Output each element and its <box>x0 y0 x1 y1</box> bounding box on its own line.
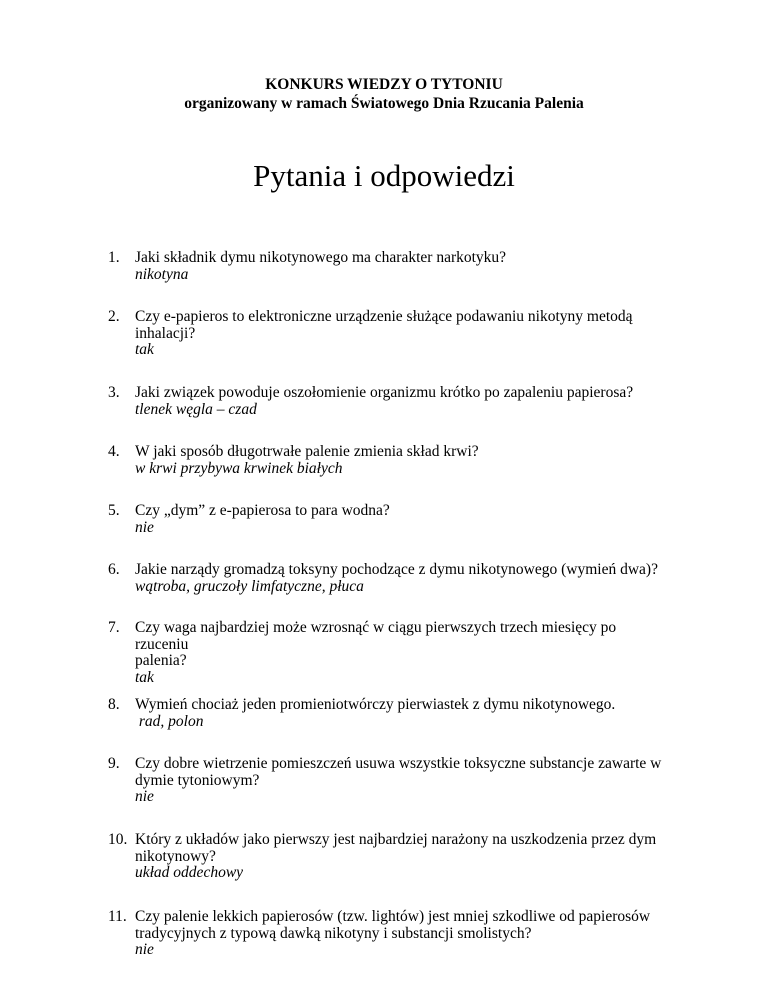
answer-text: nie <box>135 518 154 536</box>
question-item <box>108 444 668 477</box>
page-title: Pytania i odpowiedzi <box>253 158 515 193</box>
question-item <box>108 562 668 595</box>
question-item <box>108 309 668 359</box>
question-text: Jaki związek powoduje oszołomienie organizmu krótko po zapaleniu papierosa? <box>135 384 634 401</box>
question-text: Wymień chociaż jeden promieniotwórczy pierwiastek z dymu nikotynowego. <box>135 696 616 713</box>
question-item <box>108 385 668 418</box>
question-text: Który z układów jako pierwszy jest najbardziej narażony na uszkodzenia przez dym nikotynowy? <box>135 831 657 865</box>
answer-text: rad, polon <box>135 712 204 730</box>
question-item <box>108 503 668 536</box>
question-text: Czy dobre wietrzenie pomieszczeń usuwa wszystkie toksyczne substancje zawarte w dymie tytoniowym? <box>135 755 662 789</box>
question-number: 5. <box>108 502 120 519</box>
question-item <box>108 697 668 730</box>
contest-subtitle: organizowany w ramach Światowego Dnia Rzucania Palenia <box>184 95 584 112</box>
question-number: 2. <box>108 308 120 325</box>
question-number: 9. <box>108 755 120 772</box>
contest-title: KONKURS WIEDZY O TYTONIU <box>265 76 503 93</box>
question-number: 10. <box>108 831 128 848</box>
answer-text: tak <box>135 341 154 358</box>
question-item <box>108 250 668 283</box>
answer-text: nikotyna <box>135 265 189 283</box>
question-number: 3. <box>108 384 120 401</box>
answer-text: nie <box>135 941 154 958</box>
question-item <box>108 909 668 959</box>
answer-text: wątroba, gruczoły limfatyczne, płuca <box>135 577 364 595</box>
question-text: Czy e-papieros to elektroniczne urządzenie służące podawaniu nikotyny metodą inhalacji? <box>135 308 633 342</box>
question-number: 7. <box>108 619 120 636</box>
document-header <box>0 75 768 113</box>
question-text: Jakie narządy gromadzą toksyny pochodzące z dymu nikotynowego (wymień dwa)? <box>135 561 658 578</box>
answer-text: w krwi przybywa krwinek białych <box>135 459 343 477</box>
question-item <box>108 756 668 806</box>
question-text: Czy palenie lekkich papierosów (tzw. lightów) jest mniej szkodliwe od papierosów tradycyjnych z typową dawką nikotyny i substancji smolistych? <box>135 908 651 942</box>
question-text: Jaki składnik dymu nikotynowego ma charakter narkotyku? <box>135 249 507 266</box>
question-text: Czy waga najbardziej może wzrosnąć w ciągu pierwszych trzech miesięcy po rzuceniu palenia? <box>135 619 617 669</box>
answer-text: nie <box>135 788 154 805</box>
question-text: W jaki sposób długotrwałe palenie zmienia skład krwi? <box>135 443 479 460</box>
question-number: 8. <box>108 696 120 713</box>
question-number: 1. <box>108 249 120 266</box>
question-number: 6. <box>108 561 120 578</box>
question-item <box>108 832 668 882</box>
question-number: 11. <box>108 908 127 925</box>
question-text: Czy „dym” z e-papierosa to para wodna? <box>135 502 390 519</box>
answer-text: układ oddechowy <box>135 864 244 881</box>
answer-text: tak <box>135 668 154 686</box>
answer-text: tlenek węgla – czad <box>135 400 257 418</box>
question-item <box>108 620 668 686</box>
question-number: 4. <box>108 443 120 460</box>
